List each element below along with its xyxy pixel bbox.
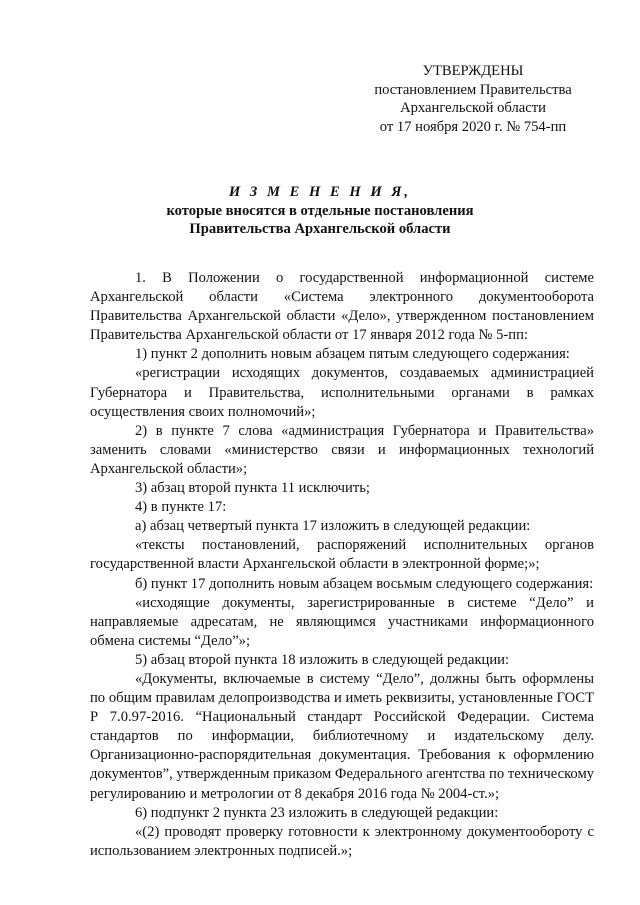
document-heading — [0, 183, 640, 239]
paragraph: «регистрации исходящих документов, создаваемых администрацией Губернатора и Правительства, исполнительными органами в рамках осуществления своих полномочий»; — [90, 365, 594, 420]
paragraph: 6) подпункт 2 пункта 23 изложить в следующей редакции: — [135, 804, 499, 821]
paragraph: 5) абзац второй пункта 18 изложить в следующей редакции: — [135, 651, 510, 668]
paragraph: «тексты постановлений, распоряжений исполнительных органов государственной власти Архангельской области в электронной форме;»; — [90, 537, 594, 573]
paragraph: 4) в пункте 17: — [135, 499, 227, 516]
approval-date-number: от 17 ноября 2020 г. № 754-пп — [379, 118, 567, 135]
document-subtitle-line2: Правительства Архангельской области — [189, 221, 451, 238]
document-body — [90, 269, 594, 861]
paragraph: 2) в пункте 7 слова «администрация Губернатора и Правительства» заменить словами «министерство связи и информационных технологий Архангельской области»; — [90, 422, 594, 477]
paragraph: 1. В Положении о государственной информационной системе Архангельской области «Система электронного документооборота Правительства Архангельской области «Дело», утвержденном постановлением Правительства Архангельской области от 17 января 2012 года № 5-пп: — [90, 270, 594, 344]
paragraph: 1) пункт 2 дополнить новым абзацем пятым следующего содержания: — [135, 346, 570, 363]
paragraph: «Документы, включаемые в систему “Дело”, должны быть оформлены по общим правилам делопроизводства и иметь реквизиты, установленные ГОСТ Р 7.0.97-2016. “Национальный стандарт Российской Федерации. Система стандартов по информации, библиотечному и издательскому делу. Организационно-распорядительная документация. Требования к оформлению документов”, утвержденным приказом Федерального агентства по техническому регулированию и метрологии от 8 декабря 2016 года № 2004-ст.»; — [90, 670, 594, 802]
paragraph: «(2) проводят проверку готовности к электронному документообороту с использованием электронных подписей.»; — [90, 823, 594, 859]
approval-title: УТВЕРЖДЕНЫ — [422, 63, 524, 79]
document-title: И З М Е Н Е Н И Я, — [228, 184, 412, 200]
document-subtitle-line1: которые вносятся в отдельные постановления — [166, 202, 474, 219]
approval-stamp — [358, 62, 588, 136]
approval-region: Архангельской области — [400, 100, 546, 117]
paragraph: б) пункт 17 дополнить новым абзацем восьмым следующего содержания: — [135, 575, 594, 592]
paragraph: 3) абзац второй пункта 11 исключить; — [135, 480, 370, 497]
paragraph: «исходящие документы, зарегистрированные в системе “Дело” и направляемые адресатам, не являющимся участниками информационного обмена системы “Дело”»; — [90, 594, 594, 649]
paragraph: а) абзац четвертый пункта 17 изложить в следующей редакции: — [135, 518, 531, 535]
approval-issuer: постановлением Правительства — [374, 81, 572, 98]
